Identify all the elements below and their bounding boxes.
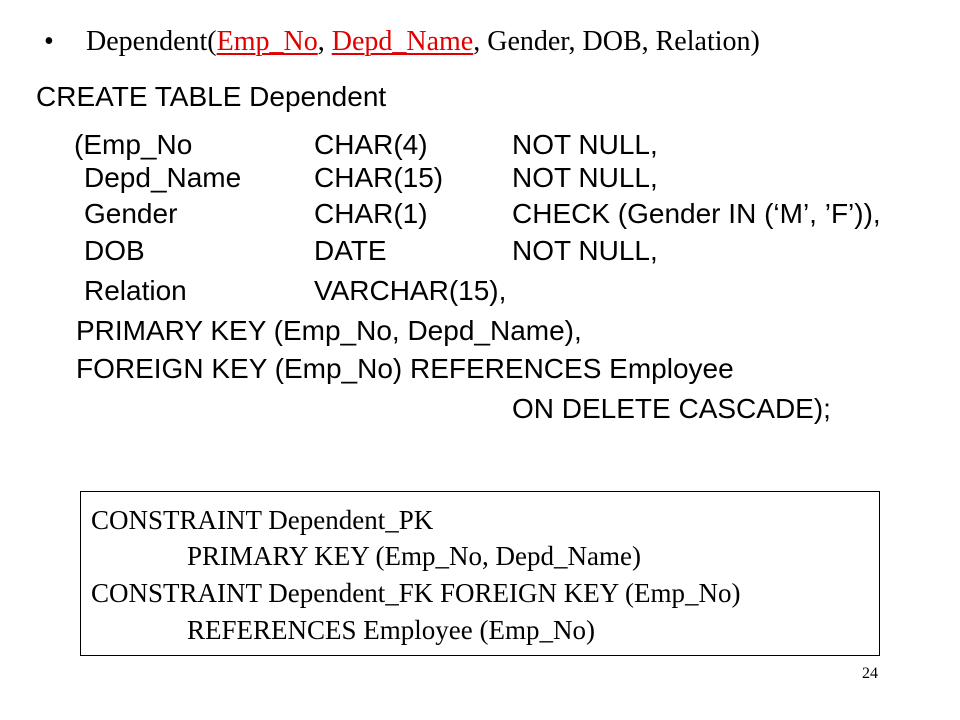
column-row (0, 195, 960, 233)
on-delete-clause: ON DELETE CASCADE); (512, 393, 831, 424)
column-constraint: NOT NULL, (512, 129, 658, 160)
column-name: DOB (84, 235, 145, 266)
primary-key-depd-name: Depd_Name (331, 26, 474, 57)
primary-key-clause: PRIMARY KEY (Emp_No, Depd_Name), (76, 315, 582, 346)
column-constraint: NOT NULL, (512, 235, 658, 266)
column-constraint: NOT NULL, (512, 162, 658, 193)
primary-key-emp-no: Emp_No (216, 26, 318, 57)
column-type: VARCHAR(15), (314, 275, 507, 306)
constraint-pk-definition: PRIMARY KEY (Emp_No, Depd_Name) (187, 541, 641, 571)
column-name: (Emp_No (74, 129, 193, 160)
column-row (0, 159, 960, 197)
column-type: CHAR(1) (314, 198, 428, 229)
page-number: 24 (862, 665, 878, 682)
column-name: Gender (84, 198, 178, 229)
column-type: DATE (314, 235, 387, 266)
column-type: CHAR(15) (314, 162, 444, 193)
column-row (0, 232, 960, 270)
column-row (0, 272, 960, 310)
schema-table-name: Dependent( (86, 26, 217, 57)
schema-separator: , (317, 26, 332, 57)
column-name: Relation (84, 275, 187, 306)
column-type: CHAR(4) (314, 129, 428, 160)
constraint-pk-line: CONSTRAINT Dependent_PK (91, 505, 434, 535)
foreign-key-clause: FOREIGN KEY (Emp_No) REFERENCES Employee (76, 353, 734, 384)
constraint-box (80, 491, 880, 656)
constraint-fk-references: REFERENCES Employee (Emp_No) (187, 615, 595, 645)
create-table-statement: CREATE TABLE Dependent (36, 81, 387, 112)
bullet-marker: • (44, 26, 54, 57)
schema-definition (86, 22, 760, 62)
schema-other-attributes: , Gender, DOB, Relation) (473, 26, 760, 57)
constraint-fk-line: CONSTRAINT Dependent_FK FOREIGN KEY (Emp_No) (91, 578, 741, 608)
column-constraint: CHECK (Gender IN (‘M’, ’F’)), (512, 198, 881, 229)
column-name: Depd_Name (84, 162, 242, 193)
